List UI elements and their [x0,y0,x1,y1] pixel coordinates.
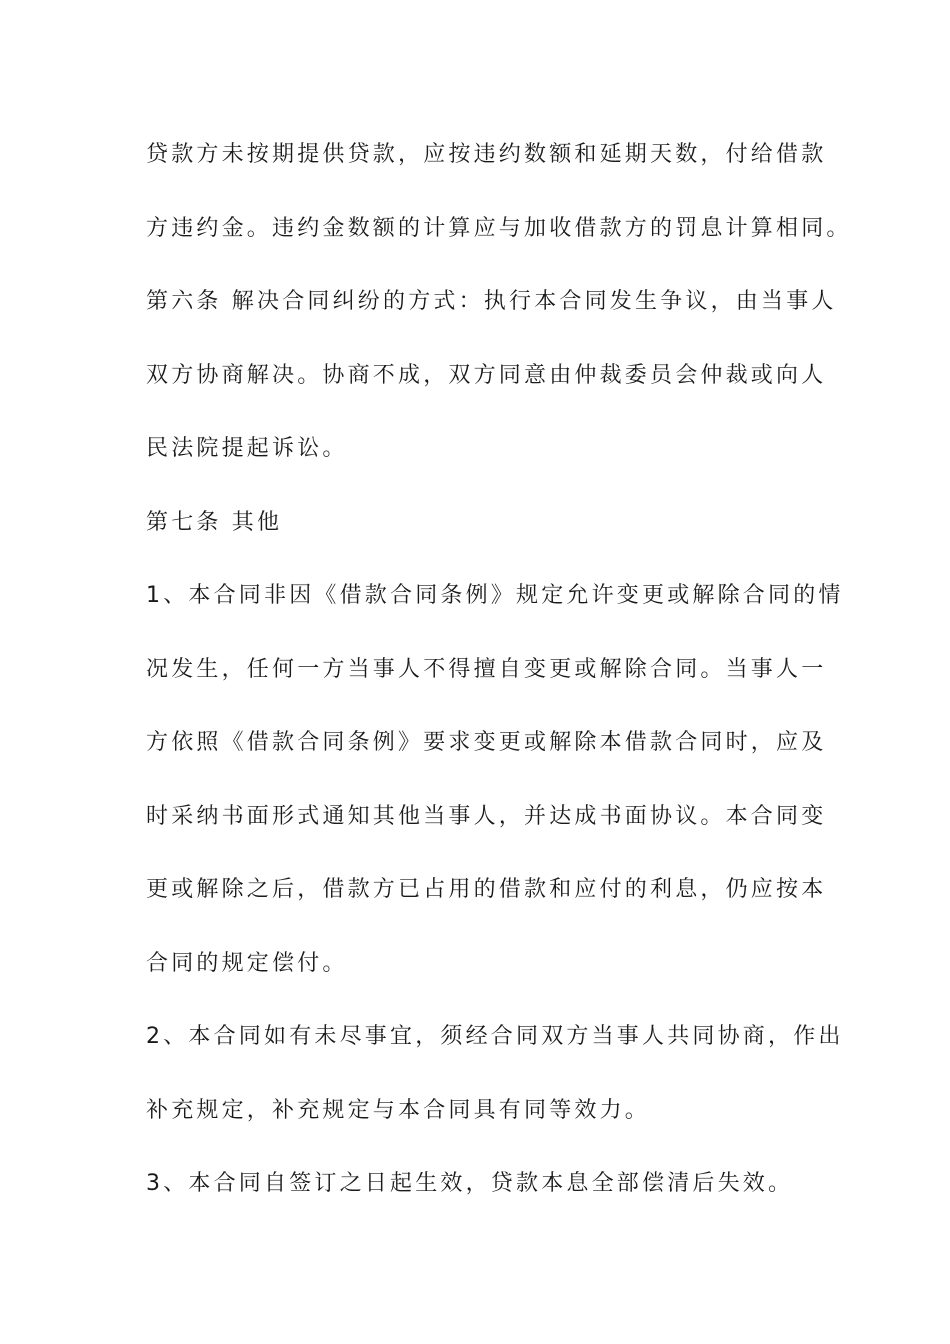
clause-1-line-2: 况发生，任何一方当事人不得擅自变更或解除合同。当事人一 [146,656,827,682]
document-body [146,130,852,1233]
text-line-1: 贷款方未按期提供贷款，应按违约数额和延期天数，付给借款 [146,142,827,167]
text-line-4: 双方协商解决。协商不成，双方同意由仲裁委员会仲裁或向人 [146,362,827,388]
clause-1-line-4: 时采纳书面形式通知其他当事人，并达成书面协议。本合同变 [146,803,827,829]
clause-1-line-5: 更或解除之后，借款方已占用的借款和应付的利息，仍应按本 [146,877,827,902]
text-line-2: 方违约金。违约金数额的计算应与加收借款方的罚息计算相同。 [146,215,852,241]
text-line-5: 民法院提起诉讼。 [146,436,348,461]
clause-1-line-6: 合同的规定偿付。 [146,950,348,976]
clause-1-line-1: 1、本合同非因《借款合同条例》规定允许变更或解除合同的情 [146,583,844,608]
clause-2-line-1: 2、本合同如有未尽事宜，须经合同双方当事人共同协商，作出 [146,1024,844,1049]
article-6-heading-line: 第六条 解决合同纠纷的方式：执行本合同发生争议，由当事人 [146,289,837,314]
clause-1-line-3: 方依照《借款合同条例》要求变更或解除本借款合同时，应及 [146,730,827,755]
article-7-heading: 第七条 其他 [146,509,283,535]
clause-3-line-1: 3、本合同自签订之日起生效，贷款本息全部偿清后失效。 [146,1171,794,1196]
clause-2-line-2: 补充规定，补充规定与本合同具有同等效力。 [146,1097,651,1123]
